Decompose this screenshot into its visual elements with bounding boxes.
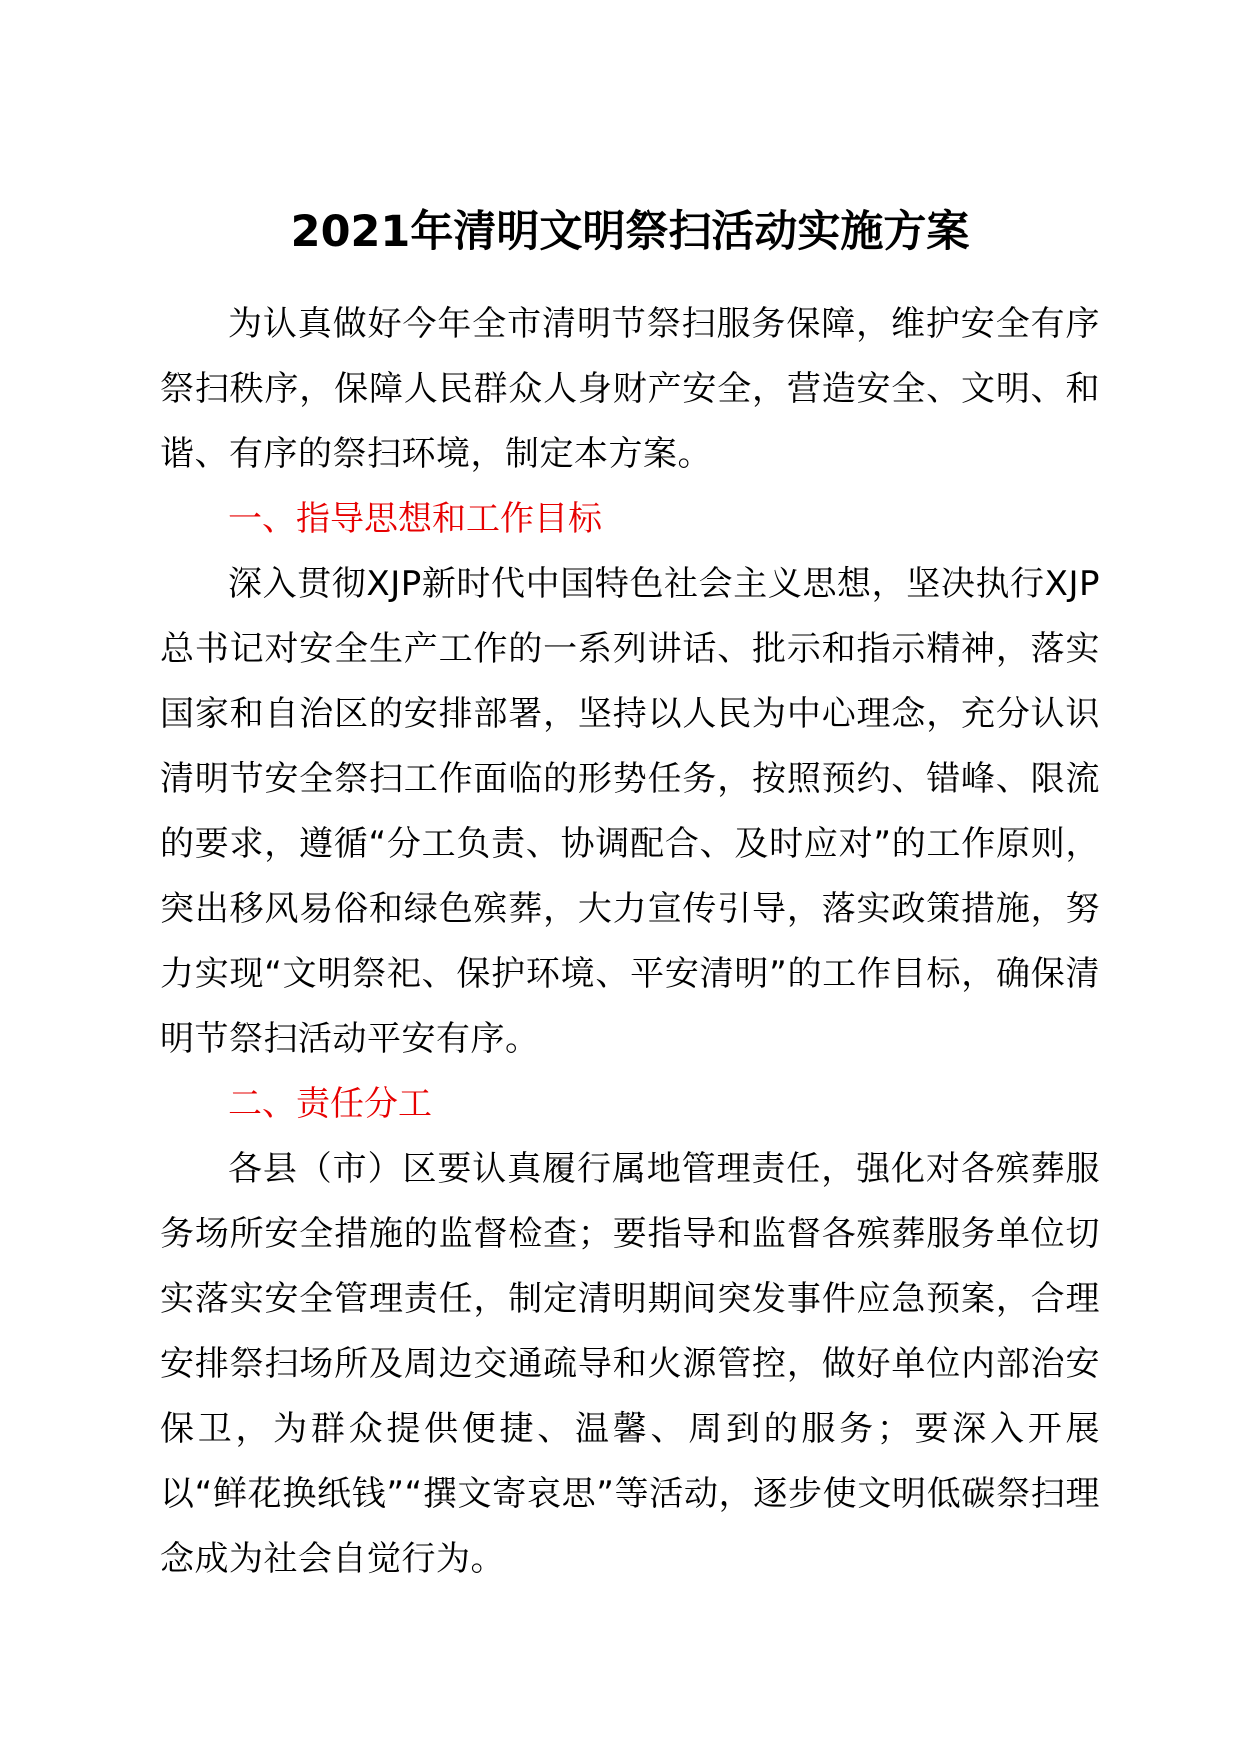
section-paragraph-guiding-ideology: 深入贯彻XJP新时代中国特色社会主义思想，坚决执行XJP总书记对安全生产工作的一系列讲话、批示和指示精神，落实国家和自治区的安排部署，坚持以人民为中心理念，充分认识清明节安全祭扫工作面临的形势任务，按照预约、错峰、限流的要求，遵循“分工负责、协调配合、及时应对”的工作原则，突出移风易俗和绿色殡葬，大力宣传引导，落实政策措施，努力实现“文明祭祀、保护环境、平安清明”的工作目标，确保清明节祭扫活动平安有序。 [160,564,1100,1059]
section-heading-guiding-ideology: 一、指导思想和工作目标 [228,499,602,539]
document-title: 2021年清明文明祭扫活动实施方案 [290,207,970,257]
section-heading-responsibility: 二、责任分工 [228,1084,432,1124]
section-paragraph-responsibility: 各县（市）区要认真履行属地管理责任，强化对各殡葬服务场所安全措施的监督检查；要指导和监督各殡葬服务单位切实落实安全管理责任，制定清明期间突发事件应急预案，合理安排祭扫场所及周边交通疏导和火源管控，做好单位内部治安保卫，为群众提供便捷、温馨、周到的服务；要深入开展以“鲜花换纸钱”“撰文寄哀思”等活动，逐步使文明低碳祭扫理念成为社会自觉行为。 [160,1149,1100,1579]
intro-paragraph: 为认真做好今年全市清明节祭扫服务保障，维护安全有序祭扫秩序，保障人民群众人身财产安全，营造安全、文明、和谐、有序的祭扫环境，制定本方案。 [160,304,1100,474]
